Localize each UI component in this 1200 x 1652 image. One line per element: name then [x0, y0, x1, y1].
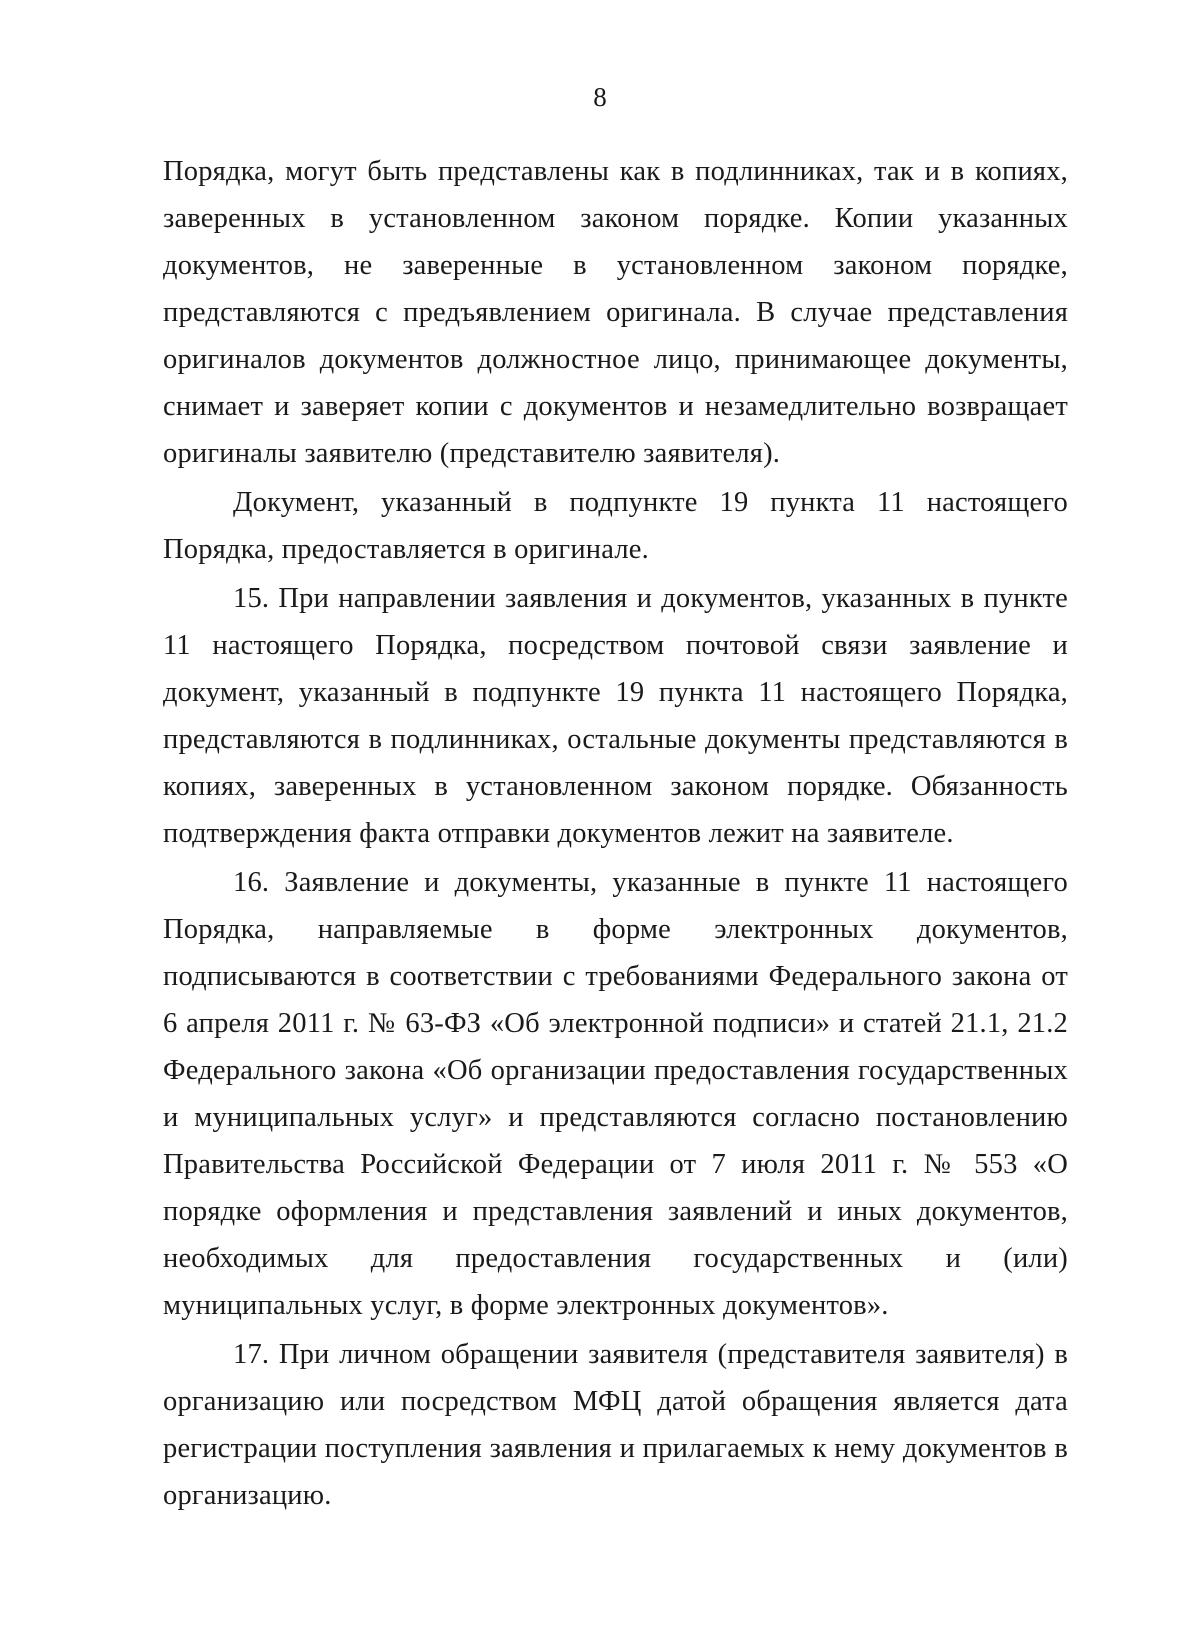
document-body — [163, 148, 1068, 1519]
page-number: 8 — [593, 82, 607, 112]
paragraph-16: 16. Заявление и документы, указанные в пункте 11 настоящего Порядка, направляемые в форме электронных документов, подписываются в соответствии с требованиями Федерального закона от 6 апреля 2011 г. № 63-ФЗ «Об электронной подписи» и статей 21.1, 21.2 Федерального закона «Об организации предоставления государственных и муниципальных услуг» и представляются согласно постановлению Правительства Российской Федерации от 7 июля 2011 г. № 553 «О порядке оформления и представления заявлений и иных документов, необходимых для предоставления государственных и (или) муниципальных услуг, в форме электронных документов». — [163, 867, 1068, 1321]
paragraph-original-document: Документ, указанный в подпункте 19 пункта 11 настоящего Порядка, предоставляется в оригинале. — [163, 487, 1068, 565]
paragraph-17: 17. При личном обращении заявителя (представителя заявителя) в организацию или посредством МФЦ датой обращения является дата регистрации поступления заявления и прилагаемых к нему документов в организацию. — [163, 1339, 1068, 1511]
paragraph-15: 15. При направлении заявления и документов, указанных в пункте 11 настоящего Порядка, посредством почтовой связи заявление и документ, указанный в подпункте 19 пункта 11 настоящего Порядка, представляются в подлинниках, остальные документы представляются в копиях, заверенных в установленном законом порядке. Обязанность подтверждения факта отправки документов лежит на заявителе. — [163, 583, 1068, 849]
paragraph-continuation: Порядка, могут быть представлены как в подлинниках, так и в копиях, заверенных в установленном законом порядке. Копии указанных документов, не заверенные в установленном законом порядке, представляются с предъявлением оригинала. В случае представления оригиналов документов должностное лицо, принимающее документы, снимает и заверяет копии с документов и незамедлительно возвращает оригиналы заявителю (представителю заявителя). — [163, 156, 1068, 469]
